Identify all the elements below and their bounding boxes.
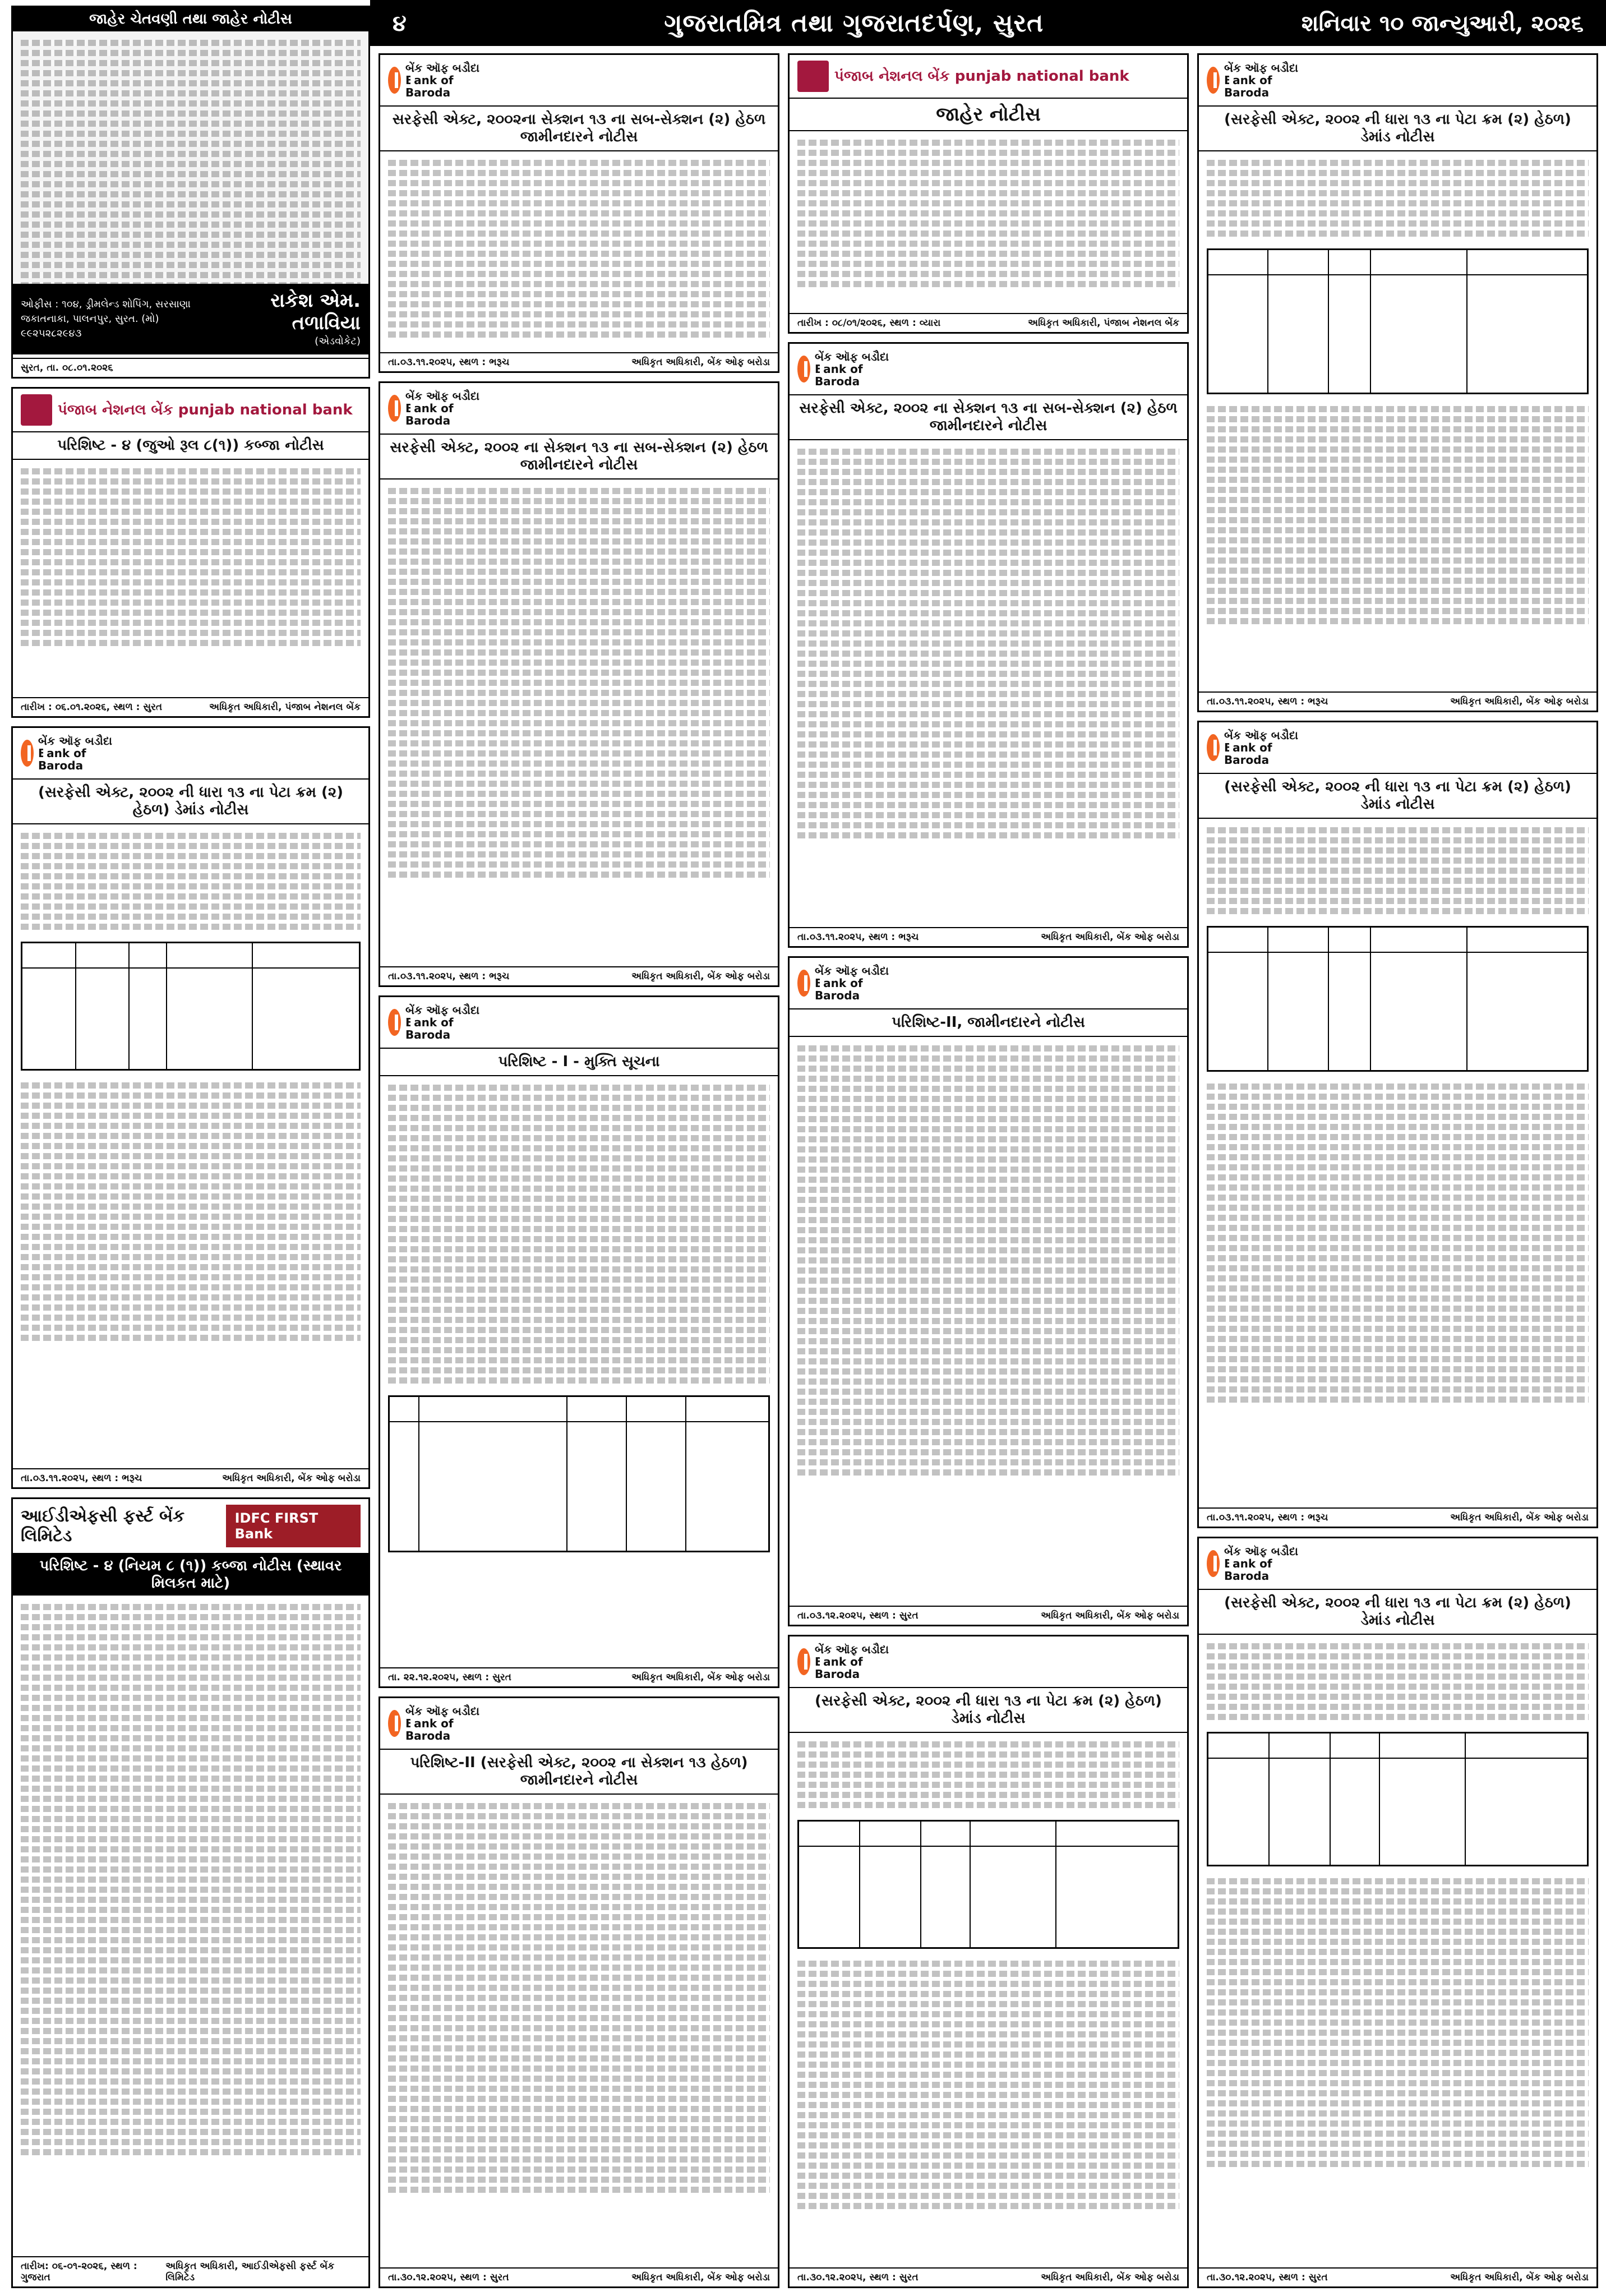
notice-officer: અધિકૃત અધિકારી, બેંક ઓફ બરોડા — [631, 1672, 770, 1683]
bob-logo-text: બેંક ઑફ બડૌદા Bank of Baroda — [405, 61, 480, 99]
bob-logo — [797, 349, 898, 389]
bob-logo — [388, 1003, 489, 1042]
notice-bob-guarantor-5 — [788, 956, 1189, 1626]
bob-logo-text: બેંક ઑફ બડૌદા Bank of Baroda — [405, 1003, 480, 1041]
pnb-logo-icon — [21, 394, 52, 426]
notice-footer — [790, 1606, 1187, 1625]
pnb-logo — [797, 61, 1129, 92]
notice-officer: અધિકૃત અધિકારી, બેંક ઓફ બરોડા — [1041, 932, 1179, 943]
bob-logo-text: બેંક ઑફ બડૌદા Bank of Baroda — [1224, 61, 1299, 99]
bob-logo-icon — [1207, 734, 1220, 761]
notice-body-continued — [790, 1952, 1187, 2217]
notice-title: પરિશિષ્ટ-II (સરફેસી એક્ટ, ૨૦૦૨ ના સેક્શન ૧૩ હેઠળ) જામીનદારને નોટીસ — [380, 1750, 778, 1795]
notice-officer: અધિકૃત અધિકારી, આઈડીએફસી ફર્સ્ટ બેંક લિમિટેડ — [165, 2261, 335, 2283]
notice-body-continued — [13, 1074, 368, 1349]
notice-table — [797, 1820, 1179, 1949]
notice-footer — [13, 358, 368, 377]
pnb-logo — [21, 394, 353, 426]
notice-place-date: તા.૦૩.૧૧.૨૦૨૫, સ્થળ : ભરૂચ — [388, 357, 510, 368]
notice-officer: અધિકૃત અધિકારી, બેંક ઓફ બરોડા — [222, 1473, 361, 1484]
notice-footer — [13, 2256, 368, 2286]
notice-title: પરિશિષ્ટ - I - મુક્તિ સૂચના — [380, 1049, 778, 1076]
bob-logo — [1207, 728, 1308, 767]
notice-body — [380, 480, 778, 886]
notice-officer: અધિકૃત અધિકારી, બેંક ઓફ બરોડા — [1450, 696, 1589, 707]
notice-officer: અધિકૃત અધિકારી, પંજાબ નેશનલ બેંક — [209, 702, 361, 713]
bob-logo-icon — [797, 970, 810, 997]
bob-logo — [1207, 61, 1308, 100]
idfc-name: આઈડીએફસી ફર્સ્ટ બેંક લિમિટેડ — [21, 1506, 185, 1546]
advocate-name: રાકેશ એમ. તળાવિયા — [270, 289, 361, 334]
notice-bob-demand-5 — [1197, 1537, 1598, 2288]
notice-body — [790, 1733, 1187, 1816]
notice-footer — [790, 2267, 1187, 2286]
bank-bar — [790, 55, 1187, 99]
notice-officer: અધિકૃત અધિકારી, બેંક ઓફ બરોડા — [631, 971, 770, 982]
notice-body-continued — [1199, 398, 1596, 633]
notice-body — [1199, 151, 1596, 245]
page-number: ૪ — [393, 10, 407, 36]
notice-officer: અધિકૃત અધિકારી, બેંક ઓફ બરોડા — [631, 2272, 770, 2283]
bank-bar — [380, 997, 778, 1049]
notice-place-date: તા.૦૩.૧૧.૨૦૨૫, સ્થળ : ભરૂચ — [1207, 696, 1328, 707]
bob-logo — [388, 61, 489, 100]
idfc-header — [13, 1499, 368, 1554]
notice-place-date: તારીખ: ૦૬-૦૧-૨૦૨૬, સ્થળ : ગુજરાત — [21, 2261, 137, 2283]
notice-table — [1207, 248, 1589, 394]
notice-pnb-public — [788, 53, 1189, 334]
notice-body — [790, 440, 1187, 847]
notice-body-continued — [1199, 1870, 1596, 2175]
bank-bar — [790, 1636, 1187, 1688]
notice-bob-release — [379, 995, 779, 1688]
notice-footer — [790, 927, 1187, 946]
notice-officer: અધિકૃત અધિકારી, પંજાબ નેશનલ બેંક — [1028, 317, 1179, 329]
notice-body — [380, 151, 778, 346]
bob-logo-icon — [388, 67, 401, 94]
notice-body-continued — [1199, 1075, 1596, 1411]
notice-bob-guarantor-4 — [788, 342, 1189, 948]
notice-title: સરફેસી એક્ટ, ૨૦૦૨ ના સેક્શન ૧૩ ના સબ-સેક્શન (૨) હેઠળ જામીનદારને નોટીસ — [380, 435, 778, 480]
notice-pnb-possession — [11, 387, 370, 718]
bob-logo-icon — [388, 395, 401, 422]
bob-logo-icon — [797, 1648, 810, 1675]
notice-body — [13, 824, 368, 938]
notice-body — [1199, 819, 1596, 923]
notice-footer — [1199, 691, 1596, 711]
bob-logo — [797, 963, 898, 1003]
bank-bar — [1199, 1538, 1596, 1590]
bank-bar — [380, 55, 778, 107]
notice-place-date: તા.૦૩.૧૧.૨૦૨૫, સ્થળ : ભરૂચ — [388, 971, 510, 982]
bob-logo-text: બેંક ઑફ બડૌદા Bank of Baroda — [405, 389, 480, 427]
notice-body — [1199, 1635, 1596, 1728]
notice-title: પરિશિષ્ટ-II, જામીનદારને નોટીસ — [790, 1009, 1187, 1037]
issue-date: શનિવાર ૧૦ જાન્યુઆરી, ૨૦૨૬ — [1301, 10, 1584, 36]
bob-logo-icon — [797, 356, 810, 382]
advocate-office: ઓફીસ : ૧૦૪, ડ્રીમલેન્ડ શોપિંગ, સરસાણા જકાતનાકા, પાલનપુર, સુરત. (મો) ૯૯૨૫૨૮૨૯૪૩ — [21, 298, 191, 339]
bob-logo — [1207, 1544, 1308, 1583]
notice-place-date: તારીખ : ૦૬.૦૧.૨૦૨૬, સ્થળ : સુરત — [21, 702, 163, 713]
notice-body — [13, 31, 368, 307]
bob-logo-text: બેંક ઑફ બડૌદા Bank of Baroda — [1224, 1545, 1299, 1583]
notice-bob-guarantor-3 — [379, 1696, 779, 2288]
notice-place-date: તા.૦૩.૧૧.૨૦૨૫, સ્થળ : ભરૂચ — [1207, 1512, 1328, 1523]
bob-logo — [388, 1704, 489, 1743]
notice-officer: અધિકૃત અધિકારી, બેંક ઓફ બરોડા — [631, 357, 770, 368]
notice-footer — [790, 313, 1187, 332]
notice-body — [380, 1076, 778, 1392]
notice-title: (સરફેસી એક્ટ, ૨૦૦૨ ની ધારા ૧૩ ના પેટા ક્રમ (૨) હેઠળ) ડેમાંડ નોટીસ — [1199, 774, 1596, 819]
notice-officer: અધિકૃત અધિકારી, બેંક ઓફ બરોડા — [1041, 2272, 1179, 2283]
idfc-logo: IDFC FIRST Bank — [226, 1505, 361, 1547]
notice-bob-demand-2 — [788, 1635, 1189, 2288]
bob-logo-text: બેંક ઑફ બડૌદા Bank of Baroda — [405, 1704, 480, 1742]
paper-name: ગુજરાતમિત્ર તથા ગુજરાતદર્પણ, સુરત — [664, 8, 1044, 38]
bob-logo — [797, 1642, 898, 1681]
notice-place-date: સુરત, તા. ૦૮.૦૧.૨૦૨૬ — [21, 362, 113, 374]
notice-bob-guarantor-1 — [379, 53, 779, 373]
notice-place-date: તા. ૨૨.૧૨.૨૦૨૫, સ્થળ : સુરત — [388, 1672, 511, 1683]
notice-title: (સરફેસી એક્ટ, ૨૦૦૨ ની ધારા ૧૩ ના પેટા ક્રમ (૨) હેઠળ) ડેમાંડ નોટીસ — [790, 1688, 1187, 1733]
notice-table — [1207, 926, 1589, 1072]
bank-bar — [380, 1698, 778, 1750]
notice-title: (સરફેસી એક્ટ, ૨૦૦૨ ની ધારા ૧૩ ના પેટા ક્રમ (૨) હેઠળ) ડેમાંડ નોટીસ — [1199, 1590, 1596, 1635]
notice-footer — [1199, 2267, 1596, 2286]
notice-body — [13, 460, 368, 654]
notice-place-date: તા.૦૩.૧૧.૨૦૨૫, સ્થળ : ભરૂચ — [21, 1473, 142, 1484]
notice-bob-guarantor-2 — [379, 381, 779, 987]
pnb-logo-icon — [797, 61, 829, 92]
bank-bar — [1199, 55, 1596, 107]
notice-place-date: તા.૩૦.૧૨.૨૦૨૫, સ્થળ : સુરત — [388, 2272, 509, 2283]
notice-title: જાહેર નોટીસ — [790, 99, 1187, 131]
notice-title: પરિશિષ્ટ - ૪ (જુઓ રૂલ ૮(૧)) કબ્જા નોટીસ — [13, 432, 368, 460]
notice-officer: અધિકૃત અધિકારી, બેંક ઓફ બરોડા — [1450, 1512, 1589, 1523]
bank-bar — [790, 344, 1187, 395]
pnb-logo-text: પંજાબ નેશનલ બેંક punjab national bank — [834, 67, 1129, 85]
notice-officer: અધિકૃત અધિકારી, બેંક ઓફ બરોડા — [1041, 1610, 1179, 1621]
notice-footer — [13, 697, 368, 716]
notice-place-date: તા.૦૩.૧૨.૨૦૨૫, સ્થળ : સુરત — [797, 1610, 919, 1621]
notice-place-date: તારીખ : ૦૮/૦૧/૨૦૨૬, સ્થળ : વ્યારા — [797, 317, 941, 329]
notice-footer — [13, 1468, 368, 1487]
bob-logo — [388, 389, 489, 428]
notice-title: સરફેસી એક્ટ, ૨૦૦૨ના સેક્શન ૧૩ ના સબ-સેક્શન (૨) હેઠળ જામીનદારને નોટીસ — [380, 107, 778, 151]
bank-bar — [790, 958, 1187, 1009]
bank-bar — [380, 383, 778, 435]
notice-footer — [380, 1667, 778, 1686]
advocate-role: (એડવોકેટ) — [315, 335, 361, 347]
notice-bob-demand-3 — [1197, 53, 1598, 712]
notice-officer: અધિકૃત અધિકારી, બેંક ઓફ બરોડા — [1450, 2272, 1589, 2283]
bob-logo-icon — [388, 1009, 401, 1036]
bob-logo-text: બેંક ઑફ બડૌદા Bank of Baroda — [38, 734, 113, 772]
bob-logo-icon — [388, 1710, 401, 1737]
notice-title: પરિશિષ્ટ - ૪ (નિયમ ૮ (૧)) કબ્જા નોટીસ (સ્થાવર મિલકત માટે) — [13, 1554, 368, 1596]
notice-idfc-possession — [11, 1497, 370, 2288]
bob-logo-icon — [1207, 67, 1220, 94]
notice-bob-demand-4 — [1197, 721, 1598, 1528]
bob-logo — [21, 734, 122, 773]
notice-title: (સરફેસી એક્ટ, ૨૦૦૨ ની ધારા ૧૩ ના પેટા ક્રમ (૨) હેઠળ) ડેમાંડ નોટીસ — [13, 780, 368, 824]
bob-logo-text: બેંક ઑફ બડૌદા Bank of Baroda — [814, 1643, 889, 1681]
notice-body — [790, 1037, 1187, 1484]
notice-body — [380, 1795, 778, 2201]
newspaper-header — [370, 0, 1606, 46]
bank-bar — [1199, 722, 1596, 774]
bob-logo-text: બેંક ઑફ બડૌદા Bank of Baroda — [814, 350, 889, 388]
pnb-logo-text: પંજાબ નેશનલ બેંક punjab national bank — [58, 401, 353, 418]
notice-body — [13, 1596, 368, 2164]
notice-table — [388, 1395, 770, 1552]
notice-table — [1207, 1732, 1589, 1866]
notice-footer — [380, 2267, 778, 2286]
bank-bar — [13, 389, 368, 432]
notice-footer — [380, 966, 778, 985]
advocate-block — [13, 284, 368, 354]
notice-place-date: તા.૦૩.૧૧.૨૦૨૫, સ્થળ : ભરૂચ — [797, 932, 919, 943]
notice-footer — [380, 352, 778, 371]
notice-title: સરફેસી એક્ટ, ૨૦૦૨ ના સેક્શન ૧૩ ના સબ-સેક્શન (૨) હેઠળ જામીનદારને નોટીસ — [790, 395, 1187, 440]
notice-table — [21, 942, 361, 1071]
notice-body — [790, 131, 1187, 296]
notice-bob-demand-1 — [11, 726, 370, 1489]
notice-place-date: તા.૩૦.૧૨.૨૦૨૫, સ્થળ : સુરત — [1207, 2272, 1328, 2283]
notice-place-date: તા.૩૦.૧૨.૨૦૨૫, સ્થળ : સુરત — [797, 2272, 919, 2283]
bank-bar — [13, 728, 368, 780]
notice-title: જાહેર ચેતવણી તથા જાહેર નોટીસ — [13, 7, 368, 31]
notice-title: (સરફેસી એક્ટ, ૨૦૦૨ ની ધારા ૧૩ ના પેટા ક્રમ (૨) હેઠળ) ડેમાંડ નોટીસ — [1199, 107, 1596, 151]
bob-logo-text: બેંક ઑફ બડૌદા Bank of Baroda — [1224, 729, 1299, 767]
notice-footer — [1199, 1507, 1596, 1527]
bob-logo-text: બેંક ઑફ બડૌદા Bank of Baroda — [814, 964, 889, 1002]
notice-public-warning — [11, 6, 370, 379]
bob-logo-icon — [1207, 1550, 1220, 1577]
bob-logo-icon — [21, 740, 34, 767]
